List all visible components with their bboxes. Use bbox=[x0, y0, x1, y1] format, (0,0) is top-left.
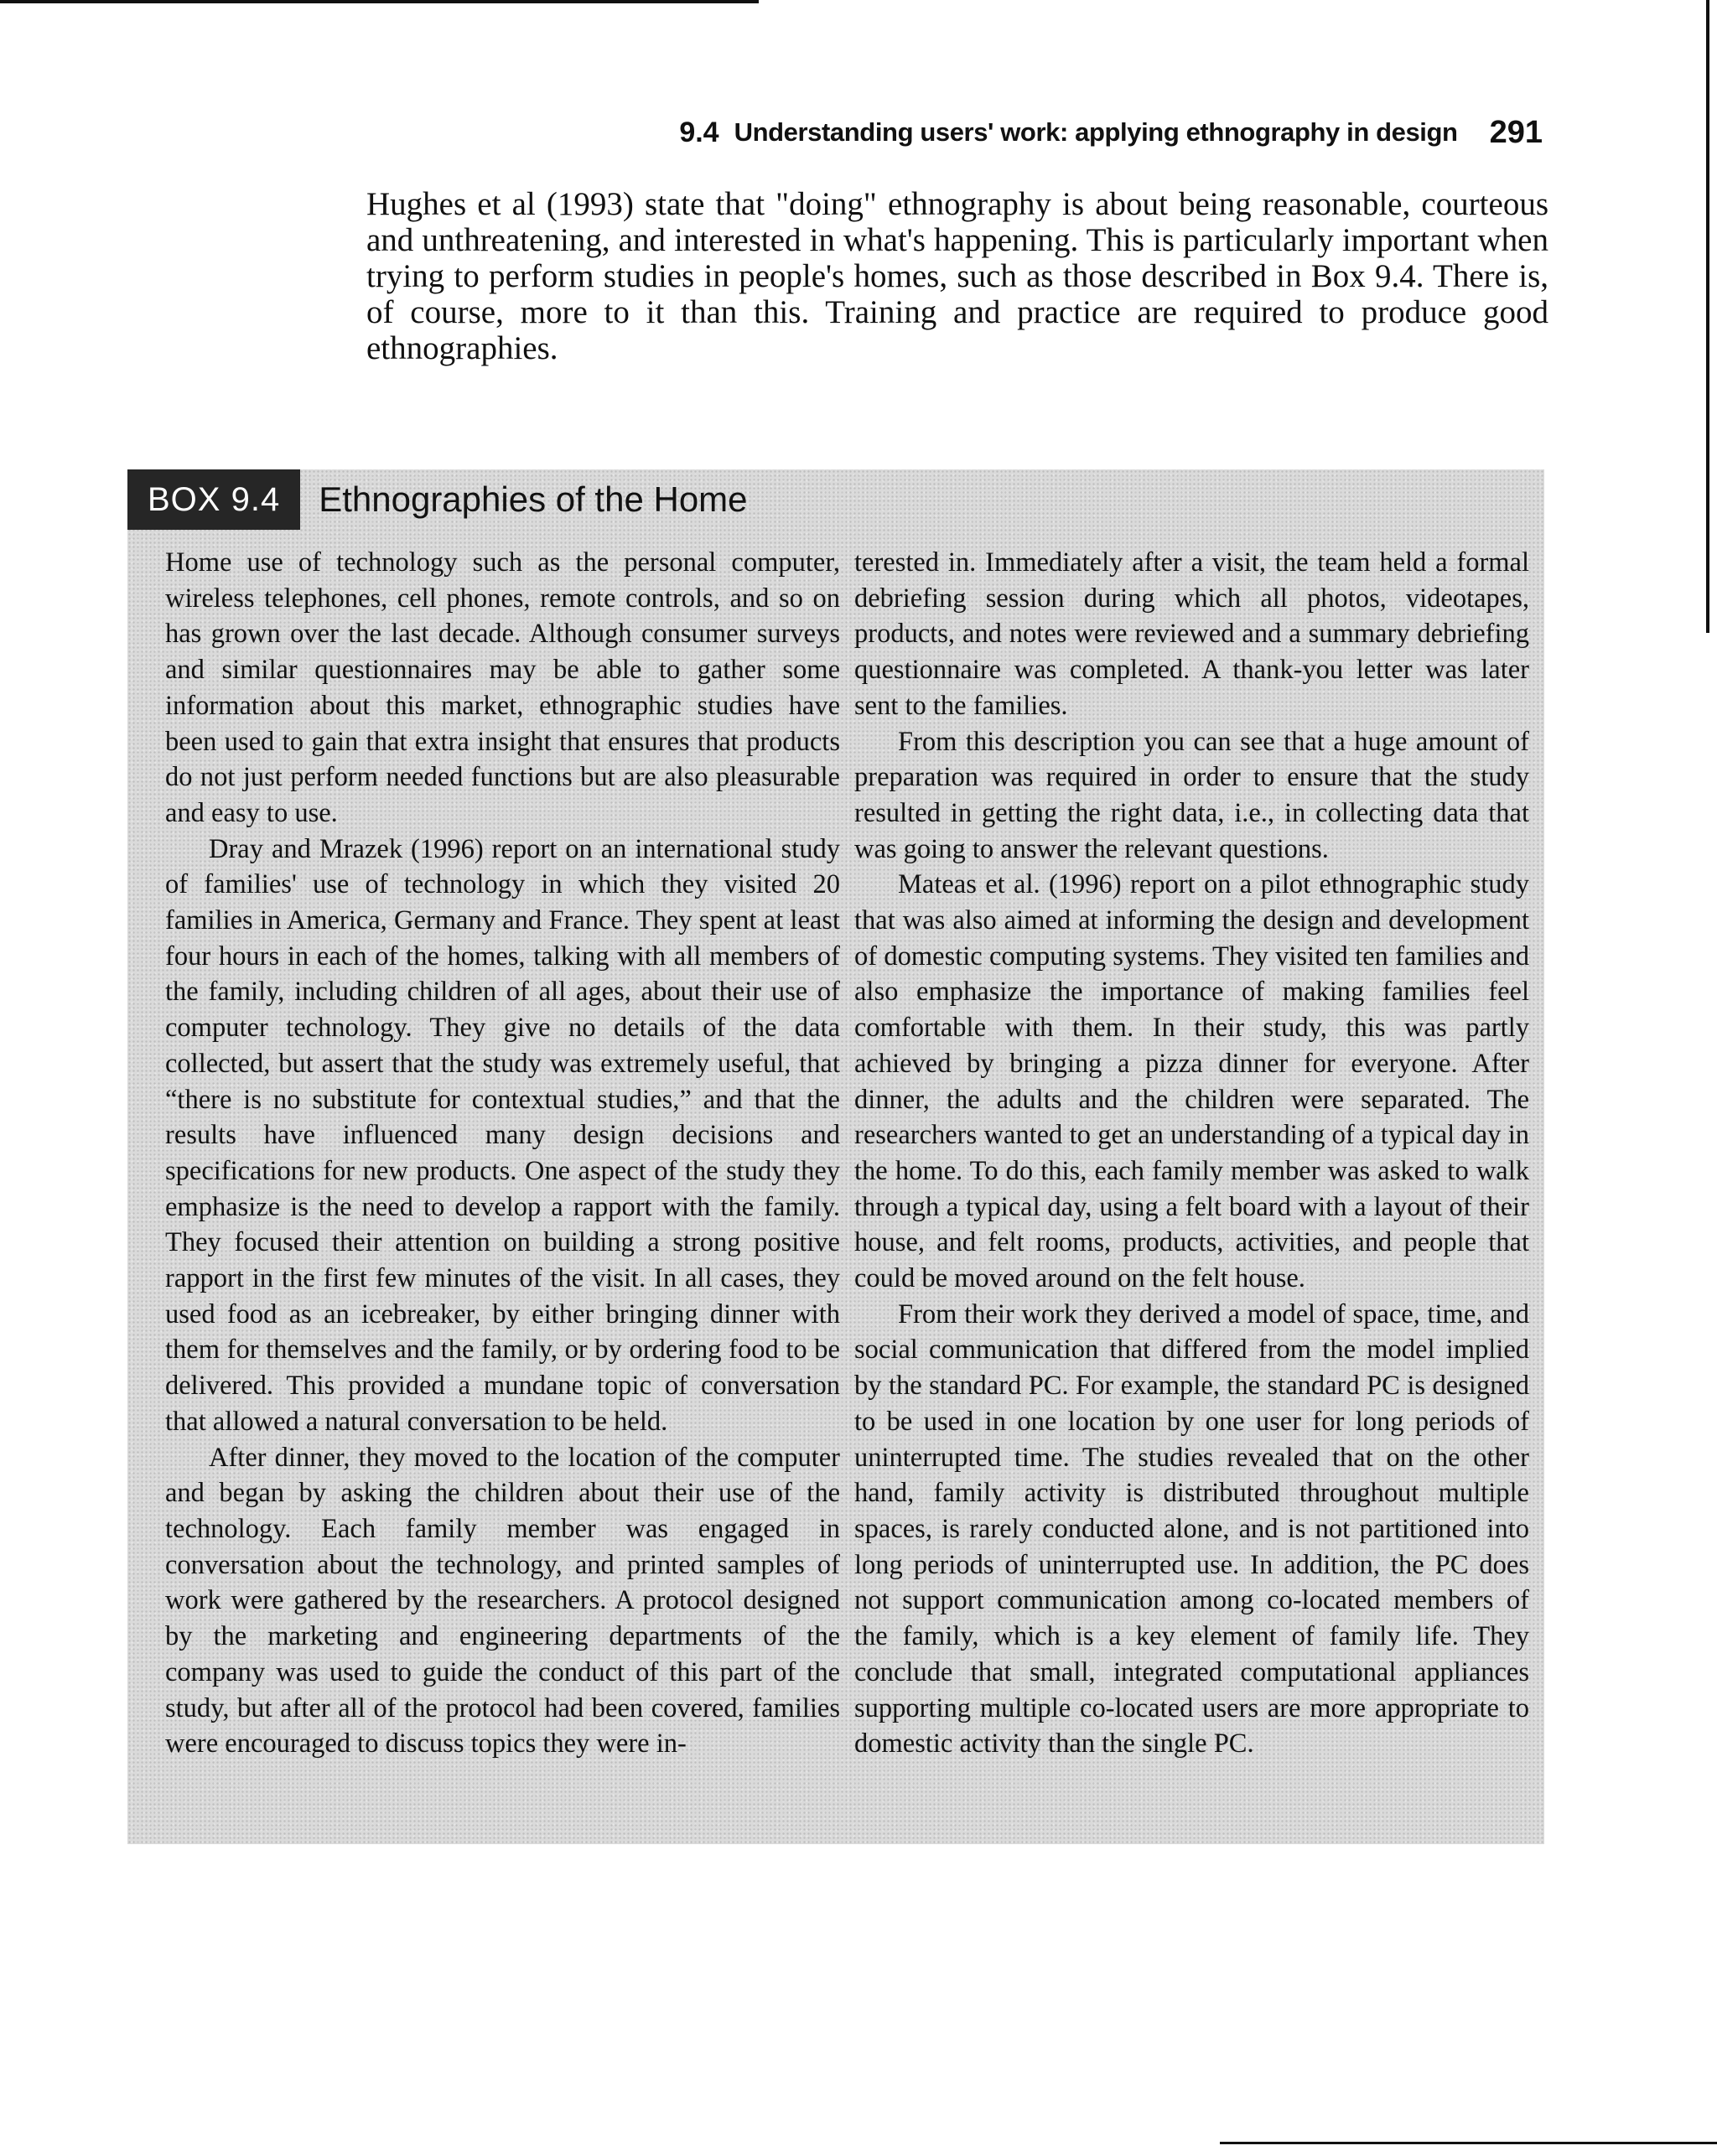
box-label: BOX 9.4 bbox=[127, 469, 300, 530]
intro-paragraph: Hughes et al (1993) state that "doing" ethnography is about being reasonable, courteous and unthreatening, and interested in what's happening. This is particularly important when trying to perform studies in people's homes, such as those described in Box 9.4. There is, of course, more to it than this. Training and practice are required to produce good ethnographies. bbox=[366, 186, 1548, 366]
box-paragraph: terested in. Immediately after a visit, the team held a formal debriefing session during which all photos, videotapes, products, and notes were reviewed and a summary debriefing questionnaire was completed. A thank-you letter was later sent to the families. bbox=[854, 547, 1529, 721]
page-number: 291 bbox=[1489, 114, 1543, 150]
box-header bbox=[127, 469, 748, 530]
box-left-column bbox=[165, 545, 840, 1762]
running-head bbox=[612, 107, 1543, 158]
box-right-column bbox=[854, 545, 1529, 1762]
box-paragraph: From their work they derived a model of space, time, and social communication that differed from the model implied by the standard PC. For example, the standard PC is designed to be used in one location by one user for long periods of uninterrupted time. The studies revealed that on the other hand, family activity is distributed throughout multiple spaces, is rarely conducted alone, and is not partitioned into long periods of uninterrupted use. In addition, the PC does not support communication among co-located members of the family, which is a key element of family life. They conclude that small, integrated computational appliances supporting multiple co-located users are more appropriate to domestic activity than the single PC. bbox=[854, 1298, 1529, 1760]
box-title: Ethnographies of the Home bbox=[319, 479, 748, 519]
section-number: 9.4 bbox=[679, 116, 719, 148]
section-title: Understanding users' work: applying ethnography in design bbox=[734, 117, 1458, 147]
box-paragraph: After dinner, they moved to the location of the computer and began by asking the children about their use of the technology. Each family member was engaged in conversation about the technology, and printed samples of work were gathered by the researchers. A protocol designed by the marketing and engineering departments of the company was used to guide the conduct of this part of the study, but after all of the protocol had been covered, families were encouraged to discuss topics they were in- bbox=[165, 1442, 840, 1760]
right-margin-rule bbox=[1706, 0, 1709, 633]
bottom-rule bbox=[1220, 2142, 1717, 2144]
box-paragraph: Home use of technology such as the personal computer, wireless telephones, cell phones, remote controls, and so on has grown over the last decade. Although consumer surveys and similar questionnaires may be able to gather some information about this market, ethnographic studies have been used to gain that extra insight that ensures that products do not just perform needed functions but are also pleasurable and easy to use. bbox=[165, 547, 840, 828]
box-paragraph: From this description you can see that a huge amount of preparation was required in order to ensure that the study resulted in getting the right data, i.e., in collecting data that was going to answer the relevant questions. bbox=[854, 726, 1529, 864]
box-paragraph: Dray and Mrazek (1996) report on an international study of families' use of technology in which they visited 20 families in America, Germany and France. They spent at least four hours in each of the homes, talking with all members of the family, including children of all ages, about their use of computer technology. They give no details of the data collected, but assert that the study was extremely useful, that “there is no substitute for contextual studies,” and that the results have influenced many design decisions and specifications for new products. One aspect of the study they emphasize is the need to develop a rapport with the family. They focused their attention on building a strong positive rapport in the first few minutes of the visit. In all cases, they used food as an icebreaker, by either bringing dinner with them for themselves and the family, or by ordering food to be delivered. This provided a mundane topic of conversation that allowed a natural conversation to be held. bbox=[165, 833, 840, 1437]
box-paragraph: Mateas et al. (1996) report on a pilot ethnographic study that was also aimed at informing the design and development of domestic computing systems. They visited ten families and also emphasize the importance of making families feel comfortable with them. In their study, this was partly achieved by bringing a pizza dinner for everyone. After dinner, the adults and the children were separated. The researchers wanted to get an understanding of a typical day in the home. To do this, each family member was asked to walk through a typical day, using a felt board with a layout of their house, and felt rooms, products, activities, and people that could be moved around on the felt house. bbox=[854, 869, 1529, 1294]
top-rule bbox=[0, 0, 759, 3]
box-9-4 bbox=[127, 469, 1544, 1844]
